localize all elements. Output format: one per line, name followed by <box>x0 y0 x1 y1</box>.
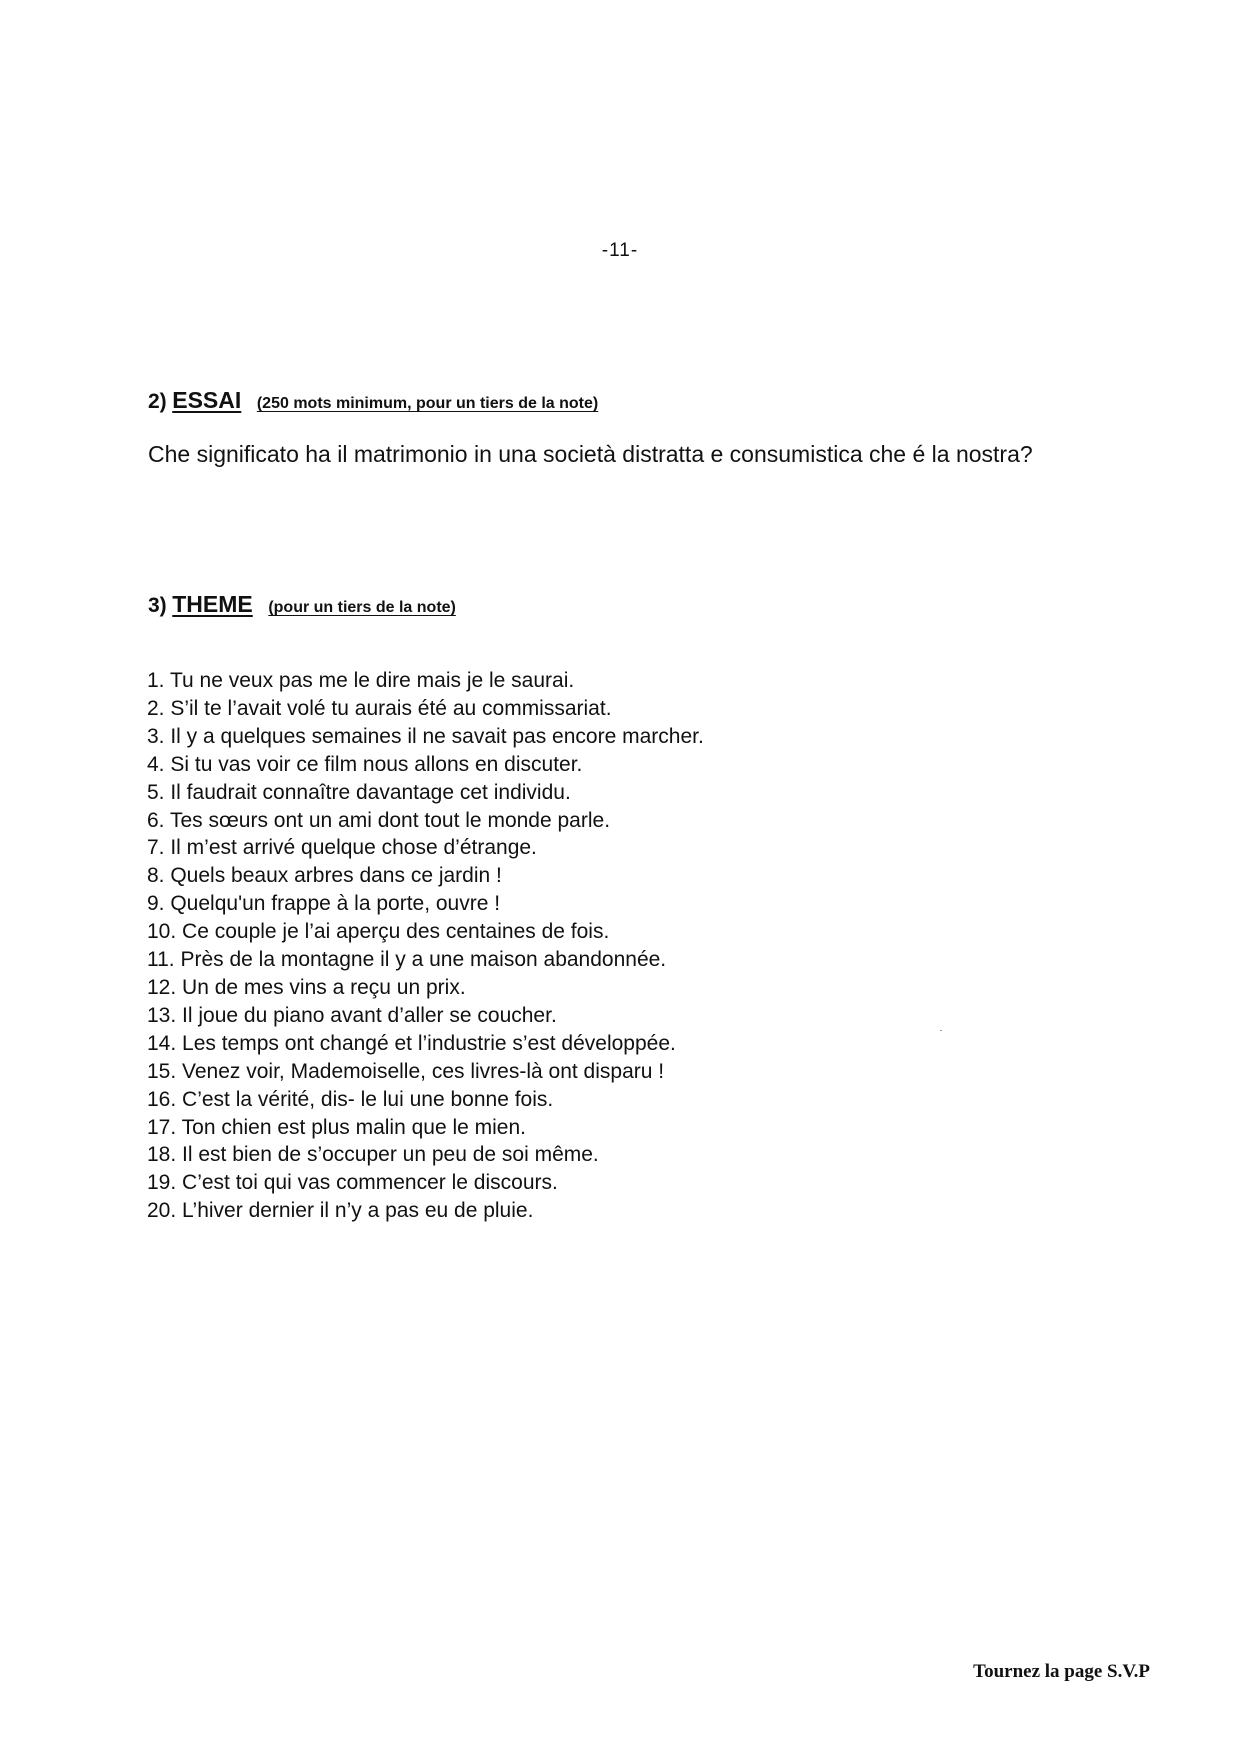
turn-page-note: Tournez la page S.V.P <box>973 1661 1150 1682</box>
sentence-item: 14. Les temps ont changé et l’industrie s’est développée. <box>147 1031 676 1055</box>
sentence-item: 8. Quels beaux arbres dans ce jardin ! <box>147 864 502 888</box>
sentence-item: 20. L’hiver dernier il n’y a pas eu de pluie. <box>147 1199 534 1223</box>
sentence-item: 5. Il faudrait connaître davantage cet individu. <box>147 780 571 804</box>
sentence-item: 13. Il joue du piano avant d’aller se coucher. <box>147 1003 557 1027</box>
essai-heading <box>148 387 598 414</box>
sentence-item: 15. Venez voir, Mademoiselle, ces livres-là ont disparu ! <box>147 1059 665 1083</box>
sentence-item: 12. Un de mes vins a reçu un prix. <box>147 975 466 999</box>
theme-sentence-list <box>147 667 704 1225</box>
scan-speck <box>940 1030 942 1031</box>
theme-title: THEME <box>172 591 253 617</box>
sentence-item: 3. Il y a quelques semaines il ne savait pas encore marcher. <box>147 724 704 748</box>
sentence-item: 17. Ton chien est plus malin que le mien. <box>147 1115 527 1139</box>
sentence-item: 16. C’est la vérité, dis- le lui une bonne fois. <box>147 1087 554 1111</box>
sentence-item: 9. Quelqu'un frappe à la porte, ouvre ! <box>147 892 501 916</box>
sentence-item: 7. Il m’est arrivé quelque chose d’étrange. <box>147 836 537 860</box>
essay-question: Che significato ha il matrimonio in una società distratta e consumistica che é la nostra? <box>148 441 1033 467</box>
page-number: -11- <box>601 240 639 261</box>
essai-note: (250 mots minimum, pour un tiers de la note) <box>256 395 599 412</box>
sentence-item: 6. Tes sœurs ont un ami dont tout le monde parle. <box>147 808 611 832</box>
sentence-item: 11. Près de la montagne il y a une maison abandonnée. <box>147 948 667 972</box>
essai-title: ESSAI <box>172 387 242 413</box>
sentence-item: 1. Tu ne veux pas me le dire mais je le saurai. <box>147 669 575 692</box>
theme-number: 3) <box>148 594 167 617</box>
sentence-item: 2. S’il te l’avait volé tu aurais été au commissariat. <box>147 696 612 720</box>
theme-note: (pour un tiers de la note) <box>268 599 456 616</box>
essai-number: 2) <box>148 390 167 413</box>
sentence-item: 4. Si tu vas voir ce film nous allons en discuter. <box>147 752 583 776</box>
sentence-item: 10. Ce couple je l’ai aperçu des centaines de fois. <box>147 920 610 944</box>
theme-heading <box>148 591 456 618</box>
sentence-item: 19. C’est toi qui vas commencer le discours. <box>147 1171 558 1195</box>
sentence-item: 18. Il est bien de s’occuper un peu de soi même. <box>147 1143 599 1167</box>
